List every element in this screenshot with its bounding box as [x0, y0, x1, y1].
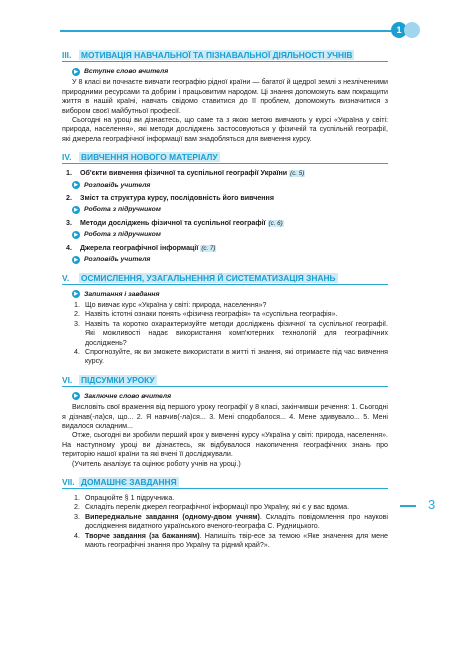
topic-title: Методи досліджень фізичної та суспільної географії [80, 218, 266, 227]
section-title: ОСМИСЛЕННЯ, УЗАГАЛЬНЕННЯ Й СИСТЕМАТИЗАЦІЯ ЗНАНЬ [81, 272, 336, 283]
topic-item [62, 194, 388, 215]
section-6-heading [62, 375, 388, 387]
page-reference: (с. 7) [201, 244, 216, 252]
topic-item [62, 169, 388, 190]
section-7-heading [62, 477, 388, 489]
arrow-bullet-icon: ▶ [72, 181, 80, 189]
topic-title: Джерела географічної інформації [80, 243, 199, 252]
topic-number: 2. [66, 194, 72, 203]
section-title: ПІДСУМКИ УРОКУ [81, 374, 155, 385]
section-4-heading [62, 152, 388, 164]
page-number-tick [400, 505, 416, 507]
list-item: 2. Назвіть істотні ознаки понять «фізична географія» та «суспільна географія». [74, 310, 338, 319]
lesson-content [62, 44, 388, 550]
section-5-subheading [72, 290, 388, 299]
topic-title: Об'єкти вивчення фізичної та суспільної географії України [80, 169, 288, 178]
subheading-text: Робота з підручником [84, 231, 161, 239]
subheading-text: Запитання і завдання [84, 290, 160, 298]
subheading-text: Розповідь учителя [84, 256, 151, 264]
topic-item [62, 219, 388, 240]
list-item: 4. Спрогнозуйте, як ви зможете використати в житті ті знання, які отримаєте під час вивчення курсу. [74, 347, 388, 366]
page-reference: (с. 6) [268, 219, 283, 227]
paragraph: Отже, сьогодні ви зробили перший крок у вивченні курсу «Україна у світі: природа, населення». На наступному уроці ви дізнаєтесь, як відбувалося накопичення географічних знань про територію нашої країни та які вчені її досліджували. [62, 431, 388, 459]
page-number: 3 [428, 497, 436, 512]
section-title: ВИВЧЕННЯ НОВОГО МАТЕРІАЛУ [81, 152, 218, 163]
topic-number: 4. [66, 243, 72, 252]
section-number: VI. [62, 374, 73, 385]
topic-item [62, 244, 388, 265]
list-item: 1. Опрацюйте § 1 підручника. [74, 494, 175, 502]
section-title: ДОМАШНЄ ЗАВДАННЯ [81, 477, 177, 487]
subheading-text: Розповідь учителя [84, 181, 151, 189]
section-number: IV. [62, 152, 72, 163]
section-3-heading [62, 50, 388, 62]
page-reference: (с. 5) [290, 170, 305, 178]
arrow-bullet-icon: ▶ [72, 290, 80, 298]
list-item: 1. Що вивчає курс «Україна у світі: природа, населення»? [74, 300, 267, 309]
subheading-text: Вступне слово вчителя [84, 68, 169, 75]
section-number: V. [62, 272, 70, 283]
arrow-bullet-icon: ▶ [72, 392, 80, 400]
question-list [74, 301, 388, 367]
paragraph: Висловіть свої враження від першого уроку географії у 8 класі, закінчивши речення: 1. Сьогодні я дізнав(-ла)ся, що... 2. Я навчив(-ла)ся... 3. Мені сподобалося... 4. Мене здивувало... 5. Мені видалося складним... [62, 403, 388, 430]
list-item: 3. Назвіть та коротко охарактеризуйте методи досліджень фізичної та суспільної географії. Які можливості надає використання комп'ютерних технологій для географічних досліджень? [74, 319, 388, 347]
page-marker-next [404, 22, 420, 38]
topic-title: Зміст та структура курсу, послідовність його вивчення [80, 194, 274, 203]
list-item: 2. Складіть перелік джерел географічної інформації про Україну, які є у вас вдома. [74, 503, 350, 512]
paragraph: Сьогодні на уроці ви дізнаєтесь, що саме та з якою метою вивчають у курсі «Україна у світі: природа, населення», які методи досліджень застосовуються у фізичній та суспільній географії, які джерела географічної інформації вам знадобляться для вивчення курсу. [62, 116, 388, 143]
list-item: 4. Творче завдання (за бажанням). Напишіть твір-есе за темою «Яке значення для мене мають географічні знання про Україну та рідний край?». [74, 531, 388, 550]
section-title: МОТИВАЦІЯ НАВЧАЛЬНОЇ ТА ПІЗНАВАЛЬНОЇ ДІЯЛЬНОСТІ УЧНІВ [81, 50, 353, 60]
section-number: III. [62, 50, 72, 60]
header-rule [60, 30, 393, 32]
subheading-text: Заключне слово вчителя [84, 392, 172, 400]
arrow-bullet-icon: ▶ [72, 206, 80, 214]
arrow-bullet-icon: ▶ [72, 68, 80, 76]
topic-number: 1. [66, 169, 72, 178]
list-item: 3. Випереджальне завдання (одному-двом учням). Складіть повідомлення про наукові дослідження видатного українського вченого-географа С. Рудницького. [74, 512, 389, 531]
topic-number: 3. [66, 218, 72, 227]
paragraph: (Учитель аналізує та оцінює роботу учнів на уроці.) [72, 459, 241, 468]
paragraph: У 8 класі ви почнаєте вивчати географію рідної країни — багатої й щедрої землі з незліченними природними ресурсами та добрим і працьовитим народом. Ці знання допоможуть вам покращити життя в нашій країні, навчать свідомо ставитися до її проблем, допоможуть визначитися з вибором своєї майбутньої професії. [62, 78, 388, 115]
subheading-text: Робота з підручником [84, 206, 161, 214]
arrow-bullet-icon: ▶ [72, 256, 80, 264]
section-number: VII. [62, 477, 75, 487]
homework-list [74, 494, 388, 550]
section-6-subheading [72, 392, 388, 401]
section-3-subheading [72, 67, 388, 76]
page-marker-current: 1 [391, 22, 407, 38]
arrow-bullet-icon: ▶ [72, 231, 80, 239]
section-5-heading [62, 273, 388, 285]
